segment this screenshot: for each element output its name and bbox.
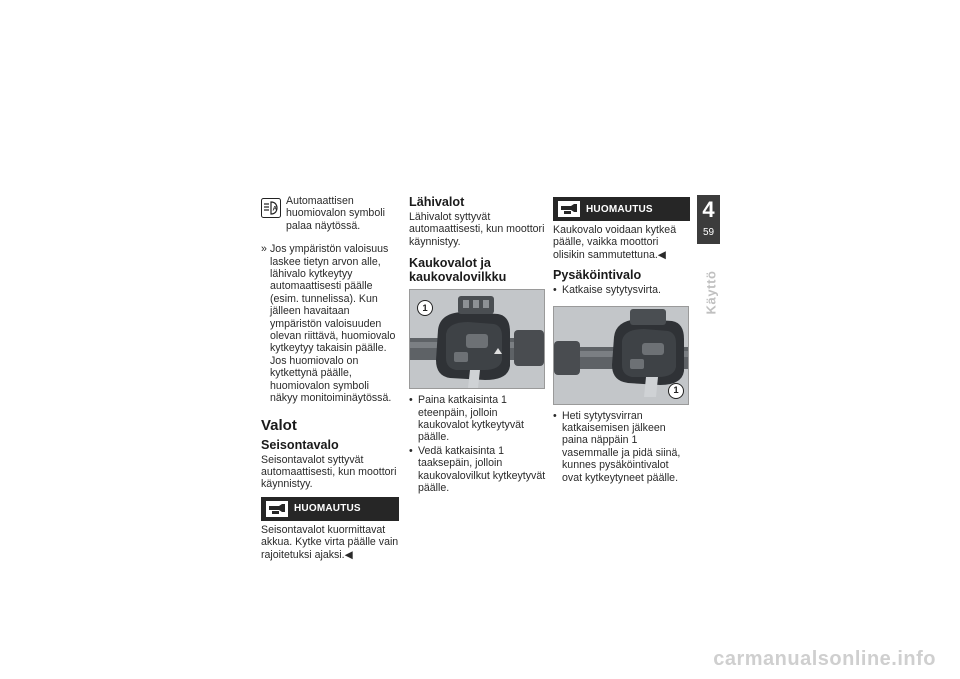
auto-light-bullet [261, 243, 399, 404]
bullet-dot-icon: • [553, 409, 557, 422]
bullet-text: Jos ympäristön valoisuus laskee tietyn arvon alle, lähivalo kytkeytyy automaattisesti päälle (esim. tunnelissa). Kun jälleen havaitaan ympäristön valoisuuden olevan riittävä, huomiovalo kytkeytyy takaisin päälle. Jos huomiovalo on kytkettynä päälle, huomiovalon symboli näkyy monitoiminäytössä. [270, 243, 396, 405]
notice-text: Seisontavalot kuormittavat akkua. Kytke virta päälle vain rajoitetuksi ajaksi.◀ [261, 523, 399, 561]
chapter-label: Käyttö [703, 270, 719, 315]
column-2 [409, 195, 547, 494]
svg-text:A: A [272, 205, 278, 213]
section-title-valot: Valot [261, 416, 297, 434]
chapter-number: 4 [702, 197, 715, 222]
notice-label: HUOMAUTUS [586, 203, 653, 215]
kaukovalo-bullet-1 [409, 394, 547, 444]
switch-photo [409, 289, 545, 389]
bullet-text: Paina katkaisinta 1 eteenpäin, jolloin kaukovalot kytkeytyvät päälle. [418, 394, 524, 444]
column-1 [261, 195, 399, 561]
column-3 [553, 197, 690, 484]
title-kaukovalot: Kaukovalot ja kaukovalovilkku [409, 256, 507, 285]
title-lahivalot: Lähivalot [409, 195, 465, 209]
watermark: carmanualsonline.info [713, 648, 936, 670]
bullet-text: Heti sytytysvirran katkaisemisen jälkeen paina näppäin 1 vasemmalle ja pidä siinä, kunnes pysäköintivalot ovat kytkeytyneet päälle. [562, 409, 681, 484]
pysakointi-bullet-2 [553, 410, 690, 484]
title-pysakointivalo: Pysäköintivalo [553, 268, 642, 283]
hand-notice-icon [558, 201, 580, 217]
bullet-dot-icon: • [409, 444, 413, 457]
callout-1: 1 [417, 300, 433, 316]
callout-1: 1 [668, 383, 684, 399]
hand-notice-icon [266, 501, 288, 517]
chapter-tab [697, 195, 720, 244]
bullet-dot-icon: • [553, 284, 557, 297]
bullet-dot-icon: • [409, 394, 413, 407]
indicator-text: Automaattisen huomiovalon symboli palaa näytössä. [286, 195, 385, 232]
indicator-row [261, 195, 399, 232]
seisontavalo-text: Seisontavalot syttyvät automaattisesti, kun moottori käynnistyy. [261, 453, 397, 491]
lahivalot-text: Lähivalot syttyvät automaattisesti, kun moottori käynnistyy. [409, 211, 545, 248]
subtitle-seisontavalo: Seisontavalo [261, 437, 339, 452]
auto-headlight-icon [261, 198, 281, 218]
notice-label: HUOMAUTUS [294, 503, 361, 515]
parking-switch-photo [553, 306, 689, 405]
notice-text: Kaukovalo voidaan kytkeä päälle, vaikka moottori olisikin sammutettuna.◀ [553, 224, 677, 261]
bullet-text: Vedä katkaisinta 1 taaksepäin, jolloin kaukovalovilkut kytkeytyvät päälle. [418, 444, 546, 495]
notice-box [553, 197, 690, 221]
bullet-mark: » [261, 243, 267, 256]
pysakointi-bullet-1 [553, 284, 690, 296]
page-number: 59 [702, 227, 715, 238]
kaukovalo-bullet-2 [409, 445, 547, 495]
bullet-text: Katkaise sytytysvirta. [562, 284, 661, 297]
notice-box [261, 497, 399, 521]
